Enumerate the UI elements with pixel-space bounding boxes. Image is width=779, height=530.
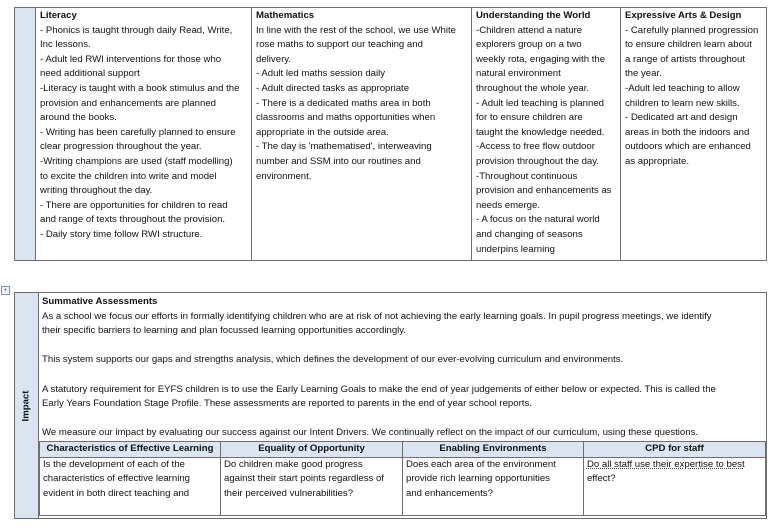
intent-text-line: delivery. xyxy=(256,53,292,65)
column-title-literacy: Literacy xyxy=(40,10,77,21)
impact-paragraph-1-line-1: As a school we focus our efforts in formally identifying children who are at risk of not achieving the early learning goals. In pupil progress meetings, we identify xyxy=(42,310,712,322)
literacy-cell xyxy=(36,8,252,261)
intent-text-line: - Adult directed tasks as appropriate xyxy=(256,82,410,94)
column-title-expressive-arts: Expressive Arts & Design xyxy=(625,10,742,21)
intent-drivers-table xyxy=(39,441,766,516)
impact-table xyxy=(14,292,767,519)
intent-text-line: and range of texts throughout the provision. xyxy=(40,214,226,226)
driver-question-line: characteristics of effective learning xyxy=(43,473,190,485)
driver-question-line: Does each area of the environment xyxy=(405,458,556,470)
intent-text-line: taught the knowledge needed. xyxy=(476,126,605,138)
intent-text-line: a range of artists throughout xyxy=(625,53,745,65)
intent-text-line: need additional support xyxy=(40,68,140,80)
driver-question-line: effect? xyxy=(586,473,616,485)
driver-header-equality: Equality of Opportunity xyxy=(220,441,402,457)
column-title-understanding-world: Understanding the World xyxy=(476,10,591,21)
driver-header-cpd: CPD for staff xyxy=(583,441,765,457)
driver-question-line: Do children make good progress xyxy=(223,458,363,470)
driver-question-equality xyxy=(220,457,402,515)
driver-question-line: Do all staff use their expertise to best xyxy=(586,458,745,470)
understanding-world-cell xyxy=(472,8,621,261)
mathematics-cell xyxy=(252,8,472,261)
intent-text-line: - A focus on the natural world xyxy=(476,214,600,226)
intent-text-line: and changing of seasons xyxy=(476,228,583,240)
intent-text-line: appropriate in the outside area. xyxy=(256,126,389,138)
intent-text-line: underpins learning xyxy=(476,243,555,255)
intent-text-line: weekly rota, engaging with the xyxy=(476,53,606,65)
driver-question-line: evident in both direct teaching and xyxy=(43,487,190,499)
intent-text-line: to excite the children into write and model xyxy=(40,170,217,182)
intent-text-line: provision and enhancements as xyxy=(476,185,612,197)
intent-text-line: provision throughout the day. xyxy=(476,155,600,167)
mathematics-text xyxy=(256,24,468,185)
intent-text-line: -Adult led teaching to allow xyxy=(625,82,740,94)
driver-question-line: and enhancements? xyxy=(405,487,493,499)
impact-paragraph-3-line-1: A statutory requirement for EYFS children is to use the Early Learning Goals to make the end of year judgements of either below or expected. This is called the xyxy=(42,383,716,395)
understanding-world-text xyxy=(476,24,617,258)
intent-text-line: environment. xyxy=(256,170,312,182)
intent-text-line: In line with the rest of the school, we use White xyxy=(256,24,456,36)
driver-question-effective-learning xyxy=(40,457,221,515)
intent-text-line: to ensure children learn about xyxy=(625,39,752,51)
summative-assessments-heading: Summative Assessments xyxy=(42,296,158,307)
intent-text-line: classrooms and maths opportunities when xyxy=(256,112,436,124)
intent-text-line: rose maths to support our teaching and xyxy=(256,39,423,51)
driver-header-effective-learning: Characteristics of Effective Learning xyxy=(40,441,221,457)
intent-text-line: children to learn new skills. xyxy=(625,97,740,109)
intent-text-line: Inc lessons. xyxy=(40,39,91,51)
impact-content-cell xyxy=(39,293,767,519)
intent-text-line: - The day is 'mathematised', interweaving xyxy=(256,141,432,153)
driver-question-line: their perceived vulnerabilities? xyxy=(223,487,354,499)
impact-paragraph-3-line-2: Early Years Foundation Stage Profile. These assessments are reported to parents in the end of year school reports. xyxy=(42,398,532,410)
intent-text-line: throughout the whole year. xyxy=(476,82,590,94)
intent-text-line: - There are opportunities for children to read xyxy=(40,199,228,211)
intent-text-line: natural environment xyxy=(476,68,561,80)
expressive-arts-text xyxy=(625,24,763,170)
driver-question-line: against their start points regardless of xyxy=(223,473,384,485)
intent-text-line: outdoors which are enhanced xyxy=(625,141,751,153)
intent-text-line: - Adult led RWI interventions for those who xyxy=(40,53,222,65)
driver-question-line: provide rich learning opportunities xyxy=(405,473,550,485)
intent-text-line: number and SSM into our routines and xyxy=(256,155,421,167)
impact-paragraph-1-line-2: their specific barriers to learning and plan focussed learning opportunities accordingly. xyxy=(42,325,407,337)
intent-text-line: around the books. xyxy=(40,112,117,124)
intent-text-line: explorers group on a two xyxy=(476,39,582,51)
table-move-handle[interactable]: + xyxy=(1,286,10,295)
impact-side-cell xyxy=(15,293,39,519)
impact-paragraph-2: This system supports our gaps and strengths analysis, which defines the development of our ever-evolving curriculum and environments. xyxy=(42,354,624,366)
expressive-arts-cell xyxy=(621,8,767,261)
impact-paragraph-4: We measure our impact by evaluating our success against our Intent Drivers. We continually reflect on the impact of our curriculum, using these questions. xyxy=(42,427,699,439)
intent-text-line: - Adult led maths session daily xyxy=(256,68,386,80)
intent-text-line: for to ensure children are xyxy=(476,112,583,124)
intent-text-line: the year. xyxy=(625,68,662,80)
impact-label: Impact xyxy=(20,390,32,421)
driver-question-enabling-environments xyxy=(402,457,583,515)
intent-text-line: - Daily story time follow RWI structure. xyxy=(40,228,203,240)
intent-text-line: - There is a dedicated maths area in both xyxy=(256,97,431,109)
column-title-mathematics: Mathematics xyxy=(256,10,315,21)
intent-text-line: areas in both the indoors and xyxy=(625,126,750,138)
driver-header-enabling-environments: Enabling Environments xyxy=(402,441,583,457)
intent-text-line: -Children attend a nature xyxy=(476,24,583,36)
intent-text-line: provision and enhancements are planned xyxy=(40,97,217,109)
side-strip xyxy=(15,8,36,261)
literacy-text xyxy=(40,24,248,243)
intent-text-line: - Dedicated art and design xyxy=(625,112,738,124)
intent-text-line: - Writing has been carefully planned to ensure xyxy=(40,126,236,138)
intent-text-line: - Phonics is taught through daily Read, Write, xyxy=(40,24,233,36)
intent-text-line: -Literacy is taught with a book stimulus and the xyxy=(40,82,240,94)
intent-text-line: - Adult led teaching is planned xyxy=(476,97,605,109)
driver-question-cpd xyxy=(583,457,765,515)
intent-text-line: as appropriate. xyxy=(625,155,689,167)
driver-question-line: Is the development of each of the xyxy=(43,458,185,470)
intent-text-line: -Throughout continuous xyxy=(476,170,578,182)
intent-text-line: -Access to free flow outdoor xyxy=(476,141,595,153)
intent-text-line: -Writing champions are used (staff modelling) xyxy=(40,155,233,167)
curriculum-intent-table xyxy=(14,7,767,261)
intent-text-line: - Carefully planned progression xyxy=(625,24,759,36)
intent-text-line: clear progression throughout the year. xyxy=(40,141,202,153)
intent-text-line: needs emerge. xyxy=(476,199,540,211)
intent-text-line: writing throughout the day. xyxy=(40,185,153,197)
